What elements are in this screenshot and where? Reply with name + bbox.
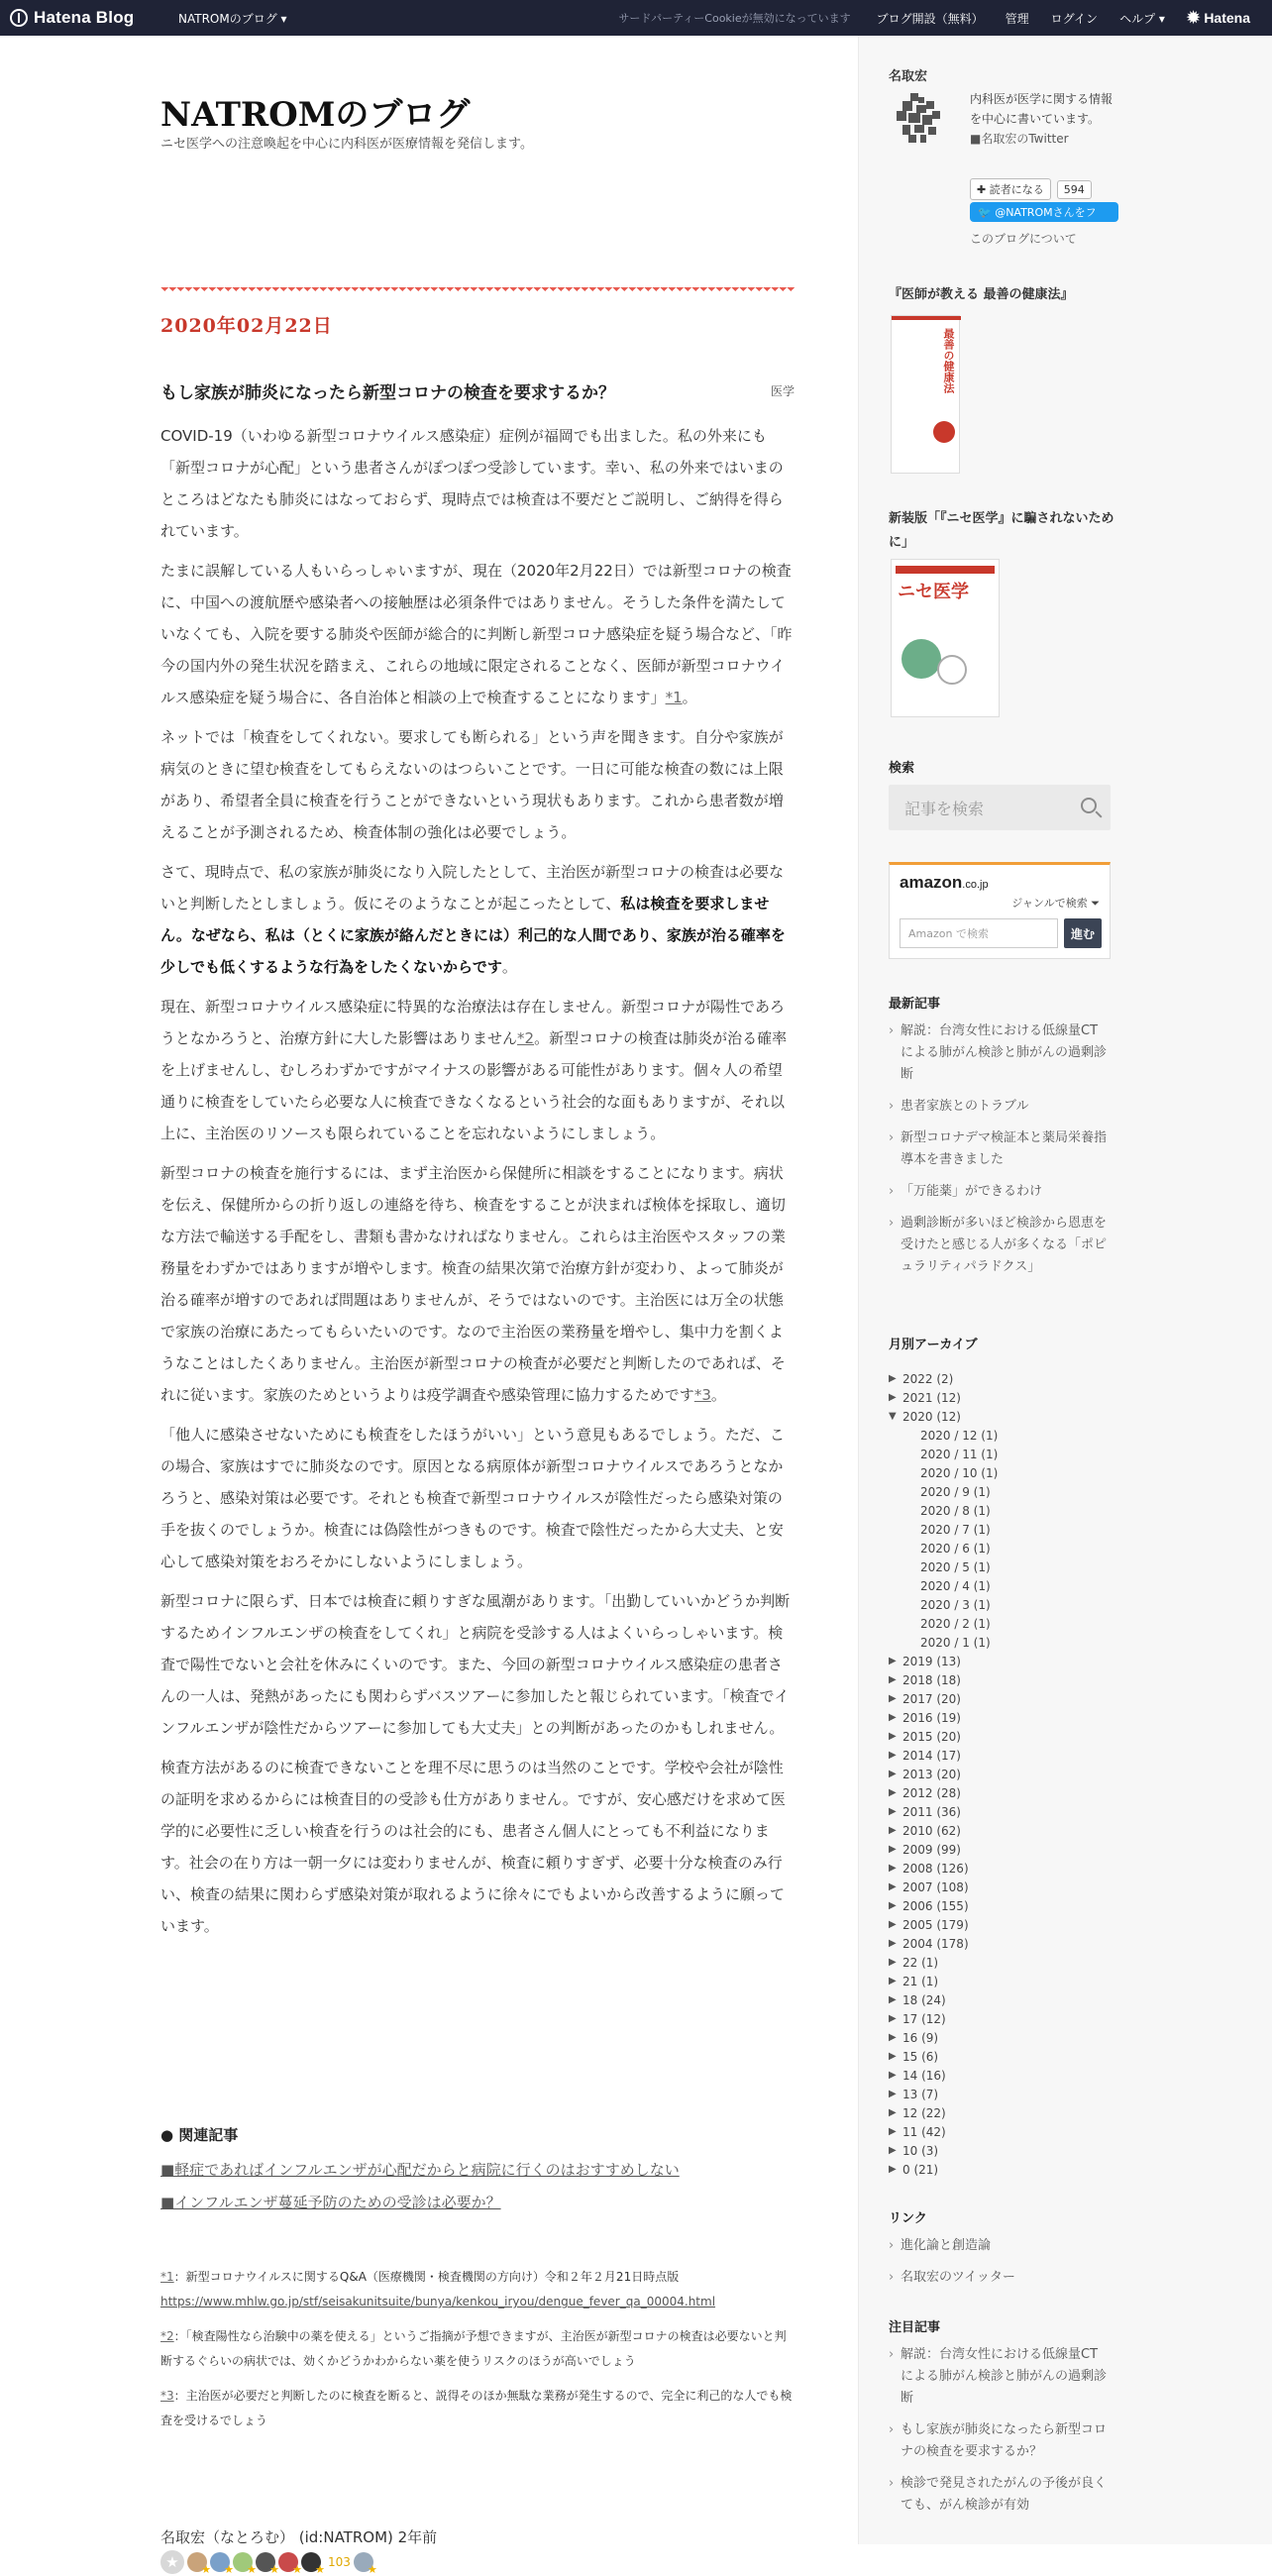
archive-label[interactable]: 14 (16) [902, 2068, 946, 2083]
bold-statement: 私は検査を要求しません。なぜなら、私は（とくに家族が絡んだときには）利己的な人間であり、家族が治る確率を少しでも低くするような行為をしたくないからです [160, 895, 786, 976]
expand-icon[interactable]: ▶ [889, 2032, 897, 2043]
search-placeholder: 記事を検索 [904, 799, 985, 818]
paragraph [160, 555, 795, 713]
featured-item[interactable]: › 検診で発見されたがんの予後が良くても、がん検診が有効 [889, 2473, 1111, 2517]
expand-icon[interactable]: ▶ [889, 1787, 897, 1798]
archive-label[interactable]: 11 (42) [902, 2124, 946, 2139]
archive-label[interactable]: 2006 (155) [902, 1898, 969, 1913]
archive-year[interactable] [889, 1972, 1111, 1990]
collapse-icon[interactable]: ▼ [889, 1411, 897, 1422]
twitter-link[interactable]: ■名取宏のTwitter [970, 132, 1069, 146]
links-list [889, 2235, 1111, 2299]
archive-year[interactable] [889, 2141, 1111, 2160]
footnote-3 [160, 2384, 795, 2433]
sidebar-follow-button[interactable]: ✚ 読者になる [970, 178, 1051, 200]
expand-icon[interactable]: ▶ [889, 1844, 897, 1855]
expand-icon[interactable]: ▶ [889, 1712, 897, 1723]
footnote-mark[interactable]: *1 [160, 2270, 174, 2284]
amazon-logo [900, 873, 989, 893]
footnote-2 [160, 2324, 795, 2374]
amazon-genre-select[interactable]: ジャンルで検索 ⏷ [1011, 897, 1100, 910]
archive-year[interactable] [889, 1407, 1111, 1426]
archive-month[interactable]: 2020 / 12 (1) [920, 1428, 999, 1443]
recent-heading: 最新記事 [889, 997, 941, 1012]
gear-icon: ✹ [1186, 10, 1201, 27]
archive-year[interactable] [889, 2009, 1111, 2028]
featured-item[interactable]: › 解説：台湾女性における低線量CTによる肺がん検診と肺がんの過剰診断 [889, 2344, 1111, 2410]
archive-label[interactable]: 2019 (13) [902, 1654, 961, 1668]
links-heading: リンク [889, 2211, 927, 2226]
profile-desc-text: 内科医が医学に関する情報を中心に書いています。 [970, 92, 1113, 126]
related-articles [160, 2124, 795, 2224]
paragraph: 新型コロナに限らず、日本では検査に頼りすぎな風潮があります。「出勤していいかどうか判断するためインフルエンザの検査をしてくれ」と病院を受診する人はよくいらっしゃいます。検査で陽性でないと会社を休みにくいのです。また、今回の新型コロナウイルス感染症の患者さんの一人は、発熱があったにも関わらずバスツアーに参加したと報じられています。「検査でインフルエンザが陰性だからツアーに参加しても大丈夫」との判断があったのかもしれません。 [160, 1592, 791, 1737]
expand-icon[interactable]: ▶ [889, 2051, 897, 2062]
recent-item[interactable]: › 過剰診断が多いほど検診から恩恵を受けたと感じる人が多くなる「ポピュラリティパラドクス」 [889, 1213, 1111, 1278]
date-divider [160, 287, 795, 295]
recent-list [889, 1020, 1111, 1288]
footnotes [160, 2265, 795, 2443]
paragraph-text: 。新型コロナの検査は肺炎が治る確率を上げませんし、むしろわずかですがマイナスの影響がある可能性があります。個々人の希望通りに検査をしていたら必要な人に検査できなくなるという社会的な面もありますが、それ以上に、主治医のリソースも限られていることを忘れないようにしましょう。 [160, 1029, 788, 1142]
archive-label[interactable]: 2004 (178) [902, 1936, 969, 1951]
footnote-ref-2[interactable]: *2 [517, 1029, 535, 1047]
star-user-avatar[interactable] [187, 2552, 207, 2572]
blog-description: ニセ医学への注意喚起を中心に内科医が医療情報を発信します。 [160, 137, 533, 152]
star-user-avatar[interactable] [354, 2552, 373, 2572]
archive-label[interactable]: 12 (22) [902, 2105, 946, 2120]
archive-month[interactable]: 2020 / 4 (1) [920, 1578, 991, 1593]
expand-icon[interactable]: ▶ [889, 1392, 897, 1403]
archive-label[interactable]: 21 (1) [902, 1974, 939, 1988]
navbar-right [618, 0, 1272, 36]
search-heading: 検索 [889, 761, 915, 776]
paragraph-text: 現在、新型コロナウイルス感染症に特異的な治療法は存在しません。新型コロナが陽性であろうとなかろうと、治療方針に大した影響はありません [160, 998, 786, 1047]
expand-icon[interactable]: ▶ [889, 1825, 897, 1836]
archive-year[interactable] [889, 2028, 1111, 2047]
archive-year[interactable] [889, 1708, 1111, 1727]
book2-cover-text: ニセ医学 [898, 582, 969, 602]
hatena-menu[interactable] [1187, 8, 1250, 28]
amazon-logo-text: amazon [900, 873, 963, 892]
expand-icon[interactable]: ▶ [889, 2013, 897, 2024]
archive-label[interactable]: 2008 (126) [902, 1861, 969, 1876]
archive-year[interactable] [889, 1652, 1111, 1670]
archive-year[interactable] [889, 1859, 1111, 1878]
footnote-1 [160, 2265, 795, 2314]
archive-label[interactable]: 2013 (20) [902, 1767, 961, 1781]
sidebar [858, 36, 1272, 2544]
expand-icon[interactable]: ▶ [889, 1976, 897, 1986]
archive-label[interactable]: 13 (7) [902, 2087, 939, 2101]
archive-year[interactable] [889, 1783, 1111, 1802]
search-input[interactable] [889, 785, 1111, 830]
hatena-logo-icon [10, 9, 28, 27]
archive-month[interactable]: 2020 / 2 (1) [920, 1616, 991, 1631]
archive-label[interactable]: 0 (21) [902, 2162, 939, 2177]
expand-icon[interactable]: ▶ [889, 2107, 897, 2118]
twitter-follow-button[interactable]: 🐦 @NATROMさんをフ [970, 202, 1118, 222]
expand-icon[interactable]: ▶ [889, 2070, 897, 2081]
expand-icon[interactable]: ▶ [889, 1881, 897, 1892]
expand-icon[interactable]: ▶ [889, 1769, 897, 1779]
archive-label[interactable]: 2011 (36) [902, 1804, 961, 1819]
entry-title[interactable]: もし家族が肺炎になったら新型コロナの検査を要求するか？ [160, 383, 615, 403]
archive-month[interactable]: 2020 / 7 (1) [920, 1522, 991, 1537]
archive-month[interactable]: 2020 / 1 (1) [920, 1635, 991, 1650]
blog-name-menu[interactable]: NATROMのブログ ▾ [178, 11, 287, 26]
amazon-search-input[interactable]: Amazon で検索 [900, 918, 1058, 948]
archive-label[interactable]: 2018 (18) [902, 1672, 961, 1687]
archive-year[interactable] [889, 2160, 1111, 2179]
archive-label[interactable]: 10 (3) [902, 2143, 939, 2158]
featured-item[interactable]: › もし家族が肺炎になったら新型コロナの検査を要求するか？ [889, 2419, 1111, 2463]
paragraph: 検査方法があるのに検査できないことを理不尽に思うのは当然のことです。学校や会社が陰性の証明を求めるからには検査目的の受診も仕方がありません。ですが、安心感だけを求めて医学的に必要性に乏しい検査を行うのは社会的にも、患者さん個人にとっても不利益になります。社会の在り方は一朝一夕には変わりませんが、検査に頼りすぎず、必要十分な検査のみ行い、検査の結果に関わらず感染対策が取れるように徐々にでもよいから改善するように願っています。 [160, 1759, 786, 1935]
paragraph-end: 。 [682, 689, 697, 706]
archive-year[interactable] [889, 1388, 1111, 1407]
recent-item[interactable]: › 解説：台湾女性における低線量CTによる肺がん検診と肺がんの過剰診断 [889, 1020, 1111, 1086]
archive-label[interactable]: 18 (24) [902, 1992, 946, 2007]
archive-month[interactable]: 2020 / 11 (1) [920, 1447, 999, 1461]
archive-label[interactable]: 15 (6) [902, 2049, 939, 2064]
hatena-label: Hatena [1204, 10, 1250, 26]
expand-icon[interactable]: ▶ [889, 1994, 897, 2005]
amazon-logo-tld: .co.jp [962, 879, 989, 891]
author-line[interactable]: 名取宏（なとろむ） (id:NATROM) 2年前 [160, 2528, 438, 2546]
archive-year[interactable] [889, 1953, 1111, 1972]
amazon-go-button[interactable]: 進む [1064, 918, 1102, 948]
archive-year[interactable] [889, 2085, 1111, 2103]
archive-label[interactable]: 22 (1) [902, 1955, 939, 1970]
book1-title: 『医師が教える 最善の健康法』 [889, 287, 1074, 302]
star-user-avatar[interactable] [210, 2552, 230, 2572]
archive-label[interactable]: 2005 (179) [902, 1917, 969, 1932]
about-blog-link[interactable]: このブログについて [970, 232, 1077, 246]
archive-month[interactable]: 2020 / 5 (1) [920, 1559, 991, 1574]
book2-cover[interactable] [891, 559, 1000, 717]
archive-year[interactable] [889, 1915, 1111, 1934]
expand-icon[interactable]: ▶ [889, 1373, 897, 1384]
archive-month[interactable]: 2020 / 10 (1) [920, 1465, 999, 1480]
footnote-mark[interactable]: *3 [160, 2389, 174, 2403]
entry-date[interactable]: 2020年02月22日 [160, 315, 333, 337]
expand-icon[interactable]: ▶ [889, 1674, 897, 1685]
nav-link-login[interactable]: ログイン [1050, 11, 1099, 26]
archive-year[interactable] [889, 1896, 1111, 1915]
archive-year[interactable] [889, 1765, 1111, 1783]
footnote-text: ：新型コロナウイルスに関するQ&A（医療機関・検査機関の方向け）令和２年２月21日時点版 [173, 2270, 680, 2284]
archive-label[interactable]: 2016 (19) [902, 1710, 961, 1725]
expand-icon[interactable]: ▶ [889, 1919, 897, 1930]
archive-label[interactable]: 2010 (62) [902, 1823, 961, 1838]
archive-year[interactable] [889, 2103, 1111, 2122]
archive-label[interactable]: 2014 (17) [902, 1748, 961, 1763]
footnote-url[interactable]: https://www.mhlw.go.jp/stf/seisakunitsuite/bunya/kenkou_iryou/dengue_fever_qa_00004.html [160, 2295, 716, 2308]
book2-title: 新装版「『ニセ医学』に騙されないために」 [889, 511, 1114, 550]
paragraph-end: 。 [710, 1386, 726, 1404]
paragraph: ネットでは「検査をしてくれない。要求しても断られる」という声を聞きます。自分や家族が病気のときに望む検査をしてもらえないのはつらいことです。一日に可能な検査の数には上限があり、希望者全員に検査を行うことができないという現状もあります。これから患者数が増えることが予測されるため、検査体制の強化は必要でしょう。 [160, 728, 784, 841]
link-item[interactable]: › 名取宏のツイッター [889, 2267, 1111, 2289]
expand-icon[interactable]: ▶ [889, 1957, 897, 1968]
reader-count[interactable]: 594 [1057, 180, 1092, 199]
expand-icon[interactable]: ▶ [889, 1693, 897, 1704]
link-item[interactable]: › 進化論と創造論 [889, 2235, 1111, 2257]
recent-item[interactable]: › 「万能薬」ができるわけ [889, 1181, 1111, 1203]
expand-icon[interactable]: ▶ [889, 1863, 897, 1874]
expand-icon[interactable]: ▶ [889, 1938, 897, 1949]
archive-heading: 月別アーカイブ [889, 1338, 978, 1352]
expand-icon[interactable]: ▶ [889, 1731, 897, 1742]
archive-label[interactable]: 2012 (28) [902, 1785, 961, 1800]
archive-label[interactable]: 2009 (99) [902, 1842, 961, 1857]
archive-year[interactable] [889, 2066, 1111, 2085]
paragraph-text: さて、現時点で、私の家族が肺炎になり入院したとして、主治医が新型コロナの検査は必要ないと判断したとしましょう。仮にそのようなことが起こったとして、 [160, 863, 785, 912]
archive-year[interactable] [889, 1802, 1111, 1821]
archive-label[interactable]: 2020 (12) [902, 1409, 961, 1424]
archive-month[interactable]: 2020 / 3 (1) [920, 1597, 991, 1612]
nav-link-admin[interactable]: 管理 [1005, 11, 1029, 26]
archive-month[interactable]: 2020 / 6 (1) [920, 1541, 991, 1556]
nav-link-help[interactable]: ヘルプ ▾ [1119, 11, 1165, 26]
archive-year[interactable] [889, 1727, 1111, 1746]
archive-label[interactable]: 2007 (108) [902, 1879, 969, 1894]
recent-item[interactable]: › 患者家族とのトラブル [889, 1096, 1111, 1118]
star-count[interactable]: 103 [328, 2555, 351, 2569]
expand-icon[interactable]: ▶ [889, 2164, 897, 2175]
entry-body [160, 420, 795, 1950]
star-row [160, 2550, 373, 2574]
expand-icon[interactable]: ▶ [889, 2089, 897, 2099]
paragraph [160, 1157, 795, 1411]
expand-icon[interactable]: ▶ [889, 1750, 897, 1761]
paragraph-text: たまに誤解している人もいらっしゃいますが、現在（2020年2月22日）では新型コロナの検査に、中国への渡航歴や感染者への接触歴は必須条件ではありません。そうした条件を満たしていなくても、入院を要する肺炎や医師が総合的に判断し新型コロナ感染症を疑う場合など、「昨今の国内外の発生状況を踏まえ、これらの地域に限定されることなく、医師が新型コロナウイルス感染症を疑う場合に、各自治体と相談の上で検査することになります」 [160, 562, 793, 706]
paragraph-text: 新型コロナの検査を施行するには、まず主治医から保健所に相談をすることになります。病状を伝え、保健所からの折り返しの連絡を待ち、検査をすることが決まれば検体を採取し、適切な方法で輸送する手配をし、書類も書かなければなりません。これらは主治医やスタッフの業務量をわずかではありますが増やします。検査の結果次第で治療方針が変わり、よって肺炎が治る確率が増すのであれば問題はありませんが、そうではないのです。主治医には万全の状態で家族の治療にあたってもらいたいのです。なので主治医の業務量を増やし、集中力を割くようなことはしたくありません。主治医が新型コロナの検査が必要だと判断したのであれば、それに従います。家族のためというよりは疫学調査や感染管理に協力するためです [160, 1164, 786, 1404]
expand-icon[interactable]: ▶ [889, 2126, 897, 2137]
paragraph [160, 991, 795, 1149]
profile-description [970, 89, 1118, 149]
nav-link-open-blog[interactable]: ブログ開設（無料） [876, 11, 984, 26]
book1-cover-text: 最善の健康法 [942, 328, 955, 393]
archive-label[interactable]: 2022 (2) [902, 1371, 954, 1386]
footnote-ref-1[interactable]: *1 [665, 689, 683, 706]
expand-icon[interactable]: ▶ [889, 2145, 897, 2156]
star-user-avatar[interactable] [301, 2552, 321, 2572]
expand-icon[interactable]: ▶ [889, 1656, 897, 1666]
footnote-text: ：「検査陽性なら治験中の薬を使える」というご指摘が予想できますが、主治医が新型コロナの検査は必要ないと判断するぐらいの病状では、効くかどうかわからない薬を使うリスクのほうが高いでしょう [160, 2329, 787, 2368]
archive-year[interactable] [889, 1821, 1111, 1840]
archive-month[interactable]: 2020 / 9 (1) [920, 1484, 991, 1499]
star-user-avatar[interactable] [256, 2552, 275, 2572]
archive-label[interactable]: 2021 (12) [902, 1390, 961, 1405]
recent-item[interactable]: › 新型コロナデマ検証本と薬局栄養指導本を書きました [889, 1127, 1111, 1171]
archive-year[interactable] [889, 1990, 1111, 2009]
featured-heading: 注目記事 [889, 2320, 941, 2335]
reader-widget [970, 178, 1092, 200]
star-user-avatar[interactable] [278, 2552, 298, 2572]
footnote-mark[interactable]: *2 [160, 2329, 174, 2343]
paragraph-end: 。 [501, 958, 517, 976]
amazon-search-widget [889, 862, 1111, 959]
archive-label[interactable]: 2017 (20) [902, 1691, 961, 1706]
book1-cover[interactable] [891, 315, 960, 474]
archive-year[interactable] [889, 1746, 1111, 1765]
archive-label[interactable]: 17 (12) [902, 2011, 946, 2026]
related-link[interactable]: ■軽症であればインフルエンザが心配だからと病院に行くのはおすすめしない [160, 2161, 680, 2179]
logo-text: Hatena Blog [34, 8, 135, 27]
footnote-ref-3[interactable]: *3 [693, 1386, 711, 1404]
hatena-blog-logo[interactable] [10, 8, 159, 28]
archive-label[interactable]: 16 (9) [902, 2030, 939, 2045]
blog-title[interactable]: NATROMのブログ [160, 95, 471, 135]
archive-year[interactable] [889, 1934, 1111, 1953]
profile-icon[interactable] [889, 89, 948, 149]
archive-year[interactable] [889, 1670, 1111, 1689]
related-link[interactable]: ■インフルエンザ蔓延予防のための受診は必要か？ [160, 2194, 501, 2211]
archive-year[interactable] [889, 1878, 1111, 1896]
expand-icon[interactable]: ▶ [889, 1900, 897, 1911]
footnote-text: ：主治医が必要だと判断したのに検査を断ると、説得そのほか無駄な業務が発生するので、完全に利己的な人でも検査を受けるでしょう [160, 2389, 793, 2427]
add-star-icon[interactable]: ★ [160, 2550, 184, 2574]
top-navbar [0, 0, 1272, 36]
search-icon[interactable] [1081, 798, 1097, 813]
cookie-notice: サードパーティーCookieが無効になっています [618, 12, 851, 25]
paragraph: COVID-19（いわゆる新型コロナウイルス感染症）症例が福岡でも出ました。私の外来にも「新型コロナが心配」という患者さんがぽつぽつ受診しています。幸い、私の外来ではいまのところはどなたも肺炎にはなっておらず、現時点では検査は不要だとご説明し、ご納得を得られています。 [160, 427, 784, 540]
paragraph: 「他人に感染させないためにも検査をしたほうがいい」という意見もあるでしょう。ただ、この場合、家族はすでに肺炎なのです。原因となる病原体が新型コロナウイルスであろうとなかろうと、感染対策は必要です。それとも検査で新型コロナウイルスが陰性だったら感染対策の手を抜くのでしょうか。検査には偽陰性がつきものです。検査で陰性だったから大丈夫、と安心して感染対策をおろそかにしないようにしましょう。 [160, 1426, 785, 1570]
star-user-avatar[interactable] [233, 2552, 253, 2572]
profile-name[interactable]: 名取宏 [889, 69, 928, 84]
archive-month[interactable]: 2020 / 8 (1) [920, 1503, 991, 1518]
archive-year[interactable] [889, 2122, 1111, 2141]
archive-year[interactable] [889, 1689, 1111, 1708]
archive-list [889, 1369, 1111, 2179]
archive-year[interactable] [889, 1840, 1111, 1859]
archive-year[interactable] [889, 2047, 1111, 2066]
expand-icon[interactable]: ▶ [889, 1806, 897, 1817]
entry-category[interactable]: 医学 [770, 384, 795, 398]
featured-list [889, 2344, 1111, 2526]
archive-label[interactable]: 2015 (20) [902, 1729, 961, 1744]
archive-year[interactable] [889, 1369, 1111, 1388]
paragraph [160, 856, 795, 983]
related-heading: ● 関連記事 [160, 2126, 239, 2144]
